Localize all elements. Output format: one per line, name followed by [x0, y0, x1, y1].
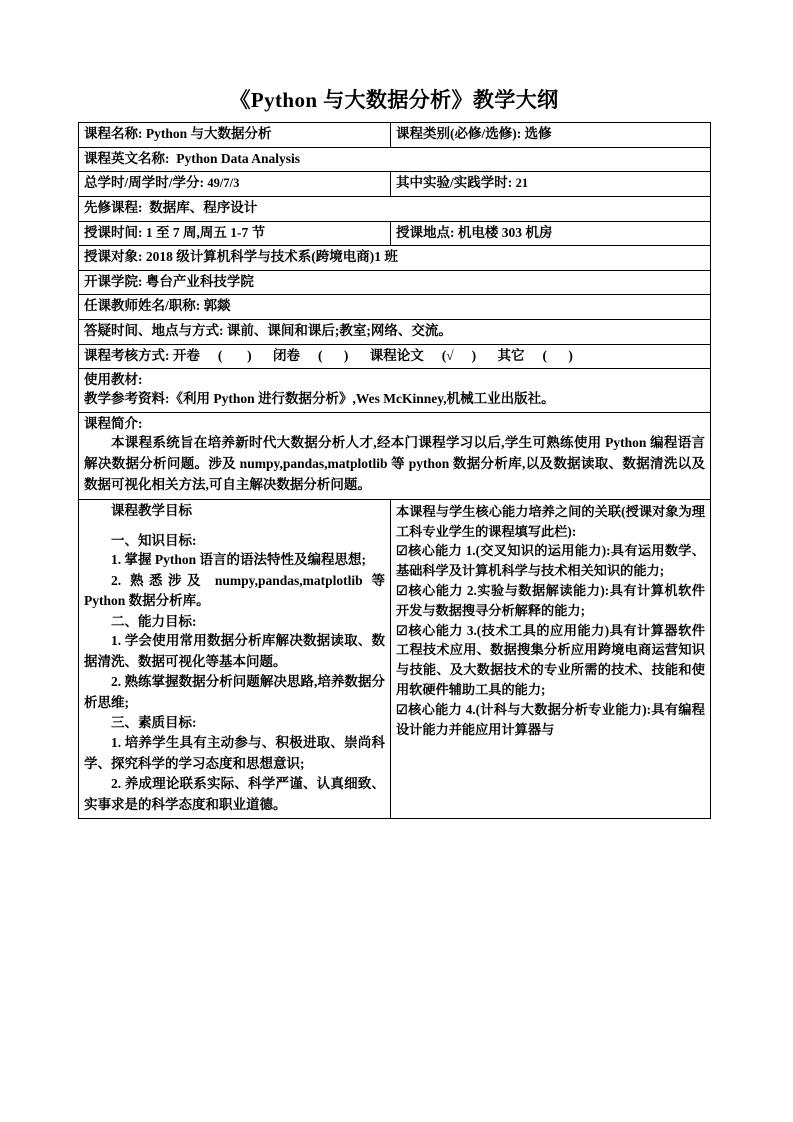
table-row-materials: [79, 369, 711, 412]
assessment-option-open-book[interactable]: 开卷 ( ): [173, 347, 252, 366]
time-label: 授课时间:: [84, 224, 143, 240]
assessment-option-closed-book[interactable]: 闭卷 ( ): [273, 347, 348, 366]
college-value: 粤台产业科技学院: [145, 273, 254, 289]
cell-prereq: [79, 196, 711, 221]
checkbox-checked-icon-1[interactable]: ☑: [396, 543, 408, 559]
core-ability-4: [396, 700, 705, 740]
time-value: 1 至 7 周,周五 1-7 节: [145, 224, 266, 240]
college-label: 开课学院:: [84, 273, 143, 289]
assessment-option-other-label: 其它: [497, 347, 525, 363]
assessment-option-other[interactable]: 其它 ( ): [498, 347, 573, 366]
core-ability-2: [396, 581, 705, 621]
cell-teacher: [79, 295, 711, 320]
table-row-intro: [79, 412, 711, 499]
english-name-label: 课程英文名称:: [84, 150, 170, 166]
cell-teaching-goals: [79, 499, 391, 818]
table-row-prereq: [79, 196, 711, 221]
goals-item-knowledge-1: 1. 掌握 Python 语言的语法特性及编程思想;: [111, 552, 367, 568]
goals-item-quality-2: 2. 养成理论联系实际、科学严谨、认真细致、实事求是的科学态度和职业道德。: [84, 776, 385, 812]
assessment-label: 课程考核方式:: [84, 347, 170, 363]
assessment-option-paper[interactable]: 课程论文 (√ ): [370, 347, 476, 366]
cell-college: [79, 270, 711, 295]
core-ability-3-title: 核心能力 3.: [407, 622, 477, 638]
place-value: 机电楼 303 机房: [457, 224, 553, 240]
table-row-audience: [79, 246, 711, 271]
audience-label: 授课对象:: [84, 249, 143, 265]
core-abilities-heading: 本课程与学生核心能力培养之间的关联(授课对象为理工科专业学生的课程填写此栏):: [396, 503, 705, 539]
reference-line: [84, 390, 705, 409]
audience-value: 2018 级计算机科学与技术系(跨境电商)1 班: [145, 249, 398, 265]
reference-label: 教学参考资料:: [84, 390, 170, 406]
cell-assessment: [79, 344, 711, 369]
credits-value: 49/7/3: [207, 176, 240, 191]
core-ability-4-title: 核心能力 4.: [407, 701, 476, 717]
office-hours-value: 课前、课间和课后;教室;网络、交流。: [226, 323, 452, 338]
core-ability-2-title: 核心能力 2.: [407, 583, 477, 599]
cell-credits: [79, 172, 391, 197]
cell-time: [79, 221, 391, 246]
cell-english-name: [79, 147, 711, 172]
cell-office-hours: [79, 320, 711, 345]
core-ability-1-text: (交叉知识的运用能力):具有运用数学、基础科学及计算机科学与技术相关知识的能力;: [396, 543, 705, 579]
assessment-option-paper-label: 课程论文: [369, 347, 424, 363]
goals-item-quality-1: 1. 培养学生具有主动参与、积极进取、崇尚科学、探究科学的学习态度和思想意识;: [84, 735, 385, 771]
lab-hours-label: 其中实验/实践学时:: [396, 175, 513, 191]
goals-section-head-quality: 三、素质目标:: [111, 715, 197, 731]
assessment-option-open-book-label: 开卷: [172, 347, 200, 363]
goals-section-head-knowledge: 一、知识目标:: [111, 532, 197, 548]
core-ability-1: [396, 541, 705, 581]
intro-label: 课程简介:: [84, 415, 143, 431]
course-type-label: 课程类别(必修/选修):: [396, 126, 522, 141]
checkbox-checked-icon-2[interactable]: ☑: [396, 583, 408, 599]
cell-course-name: [79, 123, 391, 148]
table-row-college: [79, 270, 711, 295]
goals-item-ability-2: 2. 熟练掌握数据分析问题解决思路,培养数据分析思维;: [84, 674, 385, 710]
syllabus-table: [78, 122, 711, 819]
textbook-line: [84, 371, 705, 390]
goals-item-knowledge-2: 2. 熟悉涉及 numpy,pandas,matplotlib 等 Python 数据分析库。: [84, 572, 385, 609]
teacher-label: 任课教师姓名/职称:: [84, 298, 201, 314]
core-ability-1-title: 核心能力 1.: [407, 543, 476, 559]
assessment-option-closed-book-label: 闭卷: [273, 347, 300, 363]
credits-label: 总学时/周学时/学分:: [84, 175, 204, 191]
core-ability-4-text: (计科与大数据分析专业能力):具有编程设计能力并能应用计算器与: [396, 701, 705, 737]
core-ability-3-text: (技术工具的应用能力)具有计算器软件工程技术应用、数据搜集分析应用跨境电商运营知识与技能、及大数据技术的专业所需的技术、技能和使用软硬件辅助工具的能力;: [396, 622, 705, 698]
table-row-assessment: [79, 344, 711, 369]
english-name-value: Python Data Analysis: [176, 150, 301, 166]
table-row-course-name: [79, 123, 711, 148]
place-label: 授课地点:: [396, 224, 455, 240]
checkbox-checked-icon-4[interactable]: ☑: [396, 701, 408, 717]
cell-audience: [79, 246, 711, 271]
lab-hours-value: 21: [515, 176, 529, 191]
table-row-teacher: [79, 295, 711, 320]
prereq-value: 数据库、程序设计: [149, 199, 258, 215]
cell-materials: [79, 369, 711, 412]
table-row-english-name: [79, 147, 711, 172]
cell-intro: [79, 412, 711, 499]
assessment-options: [173, 348, 591, 363]
table-row-office-hours: [79, 320, 711, 345]
table-row-credits: [79, 172, 711, 197]
reference-value: 《利用 Python 进行数据分析》,Wes McKinney,机械工业出版社。: [169, 390, 555, 406]
prereq-label: 先修课程:: [84, 199, 143, 215]
core-ability-2-text: 实验与数据解读能力):具有计算机软件开发与数据搜寻分析解释的能力;: [396, 583, 705, 618]
table-row-goals-abilities: [79, 499, 711, 818]
goals-title: 课程教学目标: [111, 502, 192, 518]
checkbox-checked-icon-3[interactable]: ☑: [396, 622, 408, 638]
table-row-time: [79, 221, 711, 246]
textbook-label: 使用教材:: [84, 372, 143, 388]
assessment-option-paper-mark: √: [446, 347, 454, 363]
cell-course-type: [391, 123, 711, 148]
intro-text: 本课程系统旨在培养新时代大数据分析人才,经本门课程学习以后,学生可熟练使用 Python 编程语言解决数据分析问题。涉及 numpy,pandas,matplotlib 等 python 数据分析库,以及数据读取、数据清洗以及数据可视化相关方法,可自主解决数据分析问题。: [84, 435, 705, 492]
course-name-label: 课程名称:: [84, 126, 143, 141]
cell-lab-hours: [391, 172, 711, 197]
goals-section-head-ability: 二、能力目标:: [111, 613, 197, 629]
core-ability-3: [396, 621, 705, 700]
course-name-value: Python 与大数据分析: [145, 126, 272, 141]
office-hours-label: 答疑时间、地点与方式:: [84, 323, 224, 338]
teacher-value: 郭燚: [203, 298, 231, 314]
page-title: 《Python 与大数据分析》教学大纲: [229, 88, 559, 112]
goals-item-ability-1: 1. 学会使用常用数据分析库解决数据读取、数据清洗、数据可视化等基本问题。: [84, 633, 385, 669]
cell-core-abilities: [391, 499, 711, 818]
course-type-value: 选修: [524, 126, 552, 141]
cell-place: [391, 221, 711, 246]
